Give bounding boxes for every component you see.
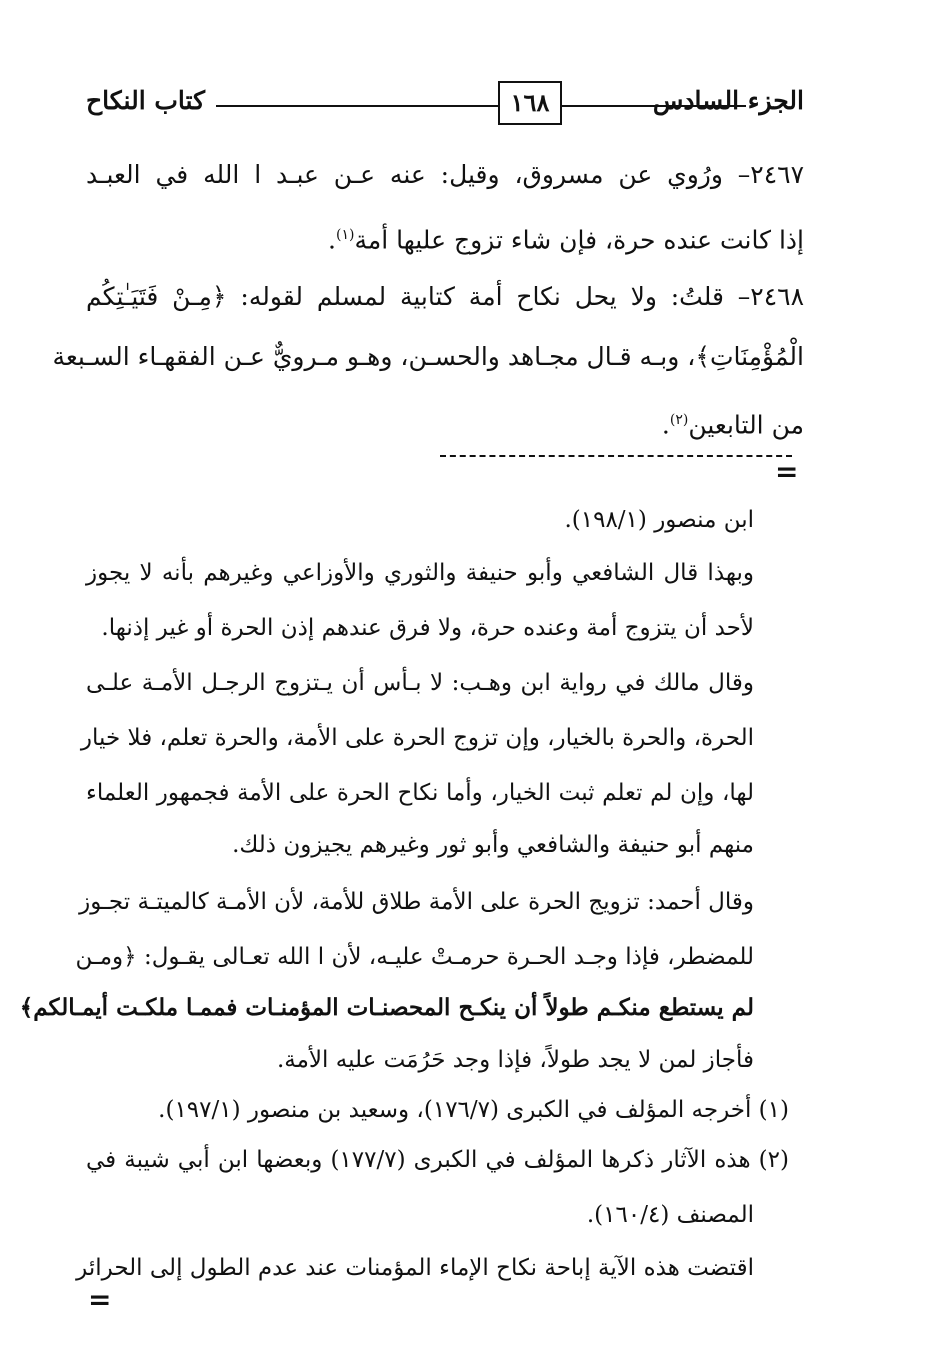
page-number: ١٦٨ bbox=[498, 81, 562, 125]
footnote-separator bbox=[440, 455, 792, 457]
page-header bbox=[86, 78, 804, 128]
note-line: فأجاز لمن لا يجد طولاً، فإذا وجد حَرُمَت عليه الأمة. bbox=[276, 1047, 754, 1073]
note-line: وبهذا قال الشافعي وأبو حنيفة والثوري والأوزاعي وغيرهم بأنه لا يجوز bbox=[86, 560, 754, 586]
note-line: لم يستطع منكـم طولاً أن ينكـح المحصنـات المؤمنـات فممـا ملكـت أيمـالكم﴾ bbox=[19, 994, 754, 1021]
book-title: كتاب النكاح bbox=[86, 86, 205, 115]
continuation-mark: = bbox=[88, 1283, 112, 1316]
footnote-1: (١) أخرجه المؤلف في الكبرى (١٧٦/٧)، وسعيد بن منصور (١٩٧/١). bbox=[158, 1097, 789, 1123]
continuation-mark: = bbox=[775, 455, 799, 488]
footnote-ref: (٢) bbox=[669, 412, 689, 428]
paragraph-line: ٢٤٦٨– قلتُ: ولا يحل نكاح أمة كتابية لمسلم لقوله: ﴿مِـنْ فَتَيَـٰتِكُم bbox=[86, 282, 804, 311]
note-line: الحرة، والحرة بالخيار، وإن تزوج الحرة على الأمة، والحرة تعلم، فلا خيار bbox=[80, 725, 754, 751]
footnote-2: (٢) هذه الآثار ذكرها المؤلف في الكبرى (١٧٧/٧) وبعضها ابن أبي شيبة في bbox=[86, 1147, 789, 1173]
note-line: وقال مالك في رواية ابن وهـب: لا بـأس أن يـتزوج الرجـل الأمـة علـى bbox=[86, 670, 754, 696]
paragraph-line: ٢٤٦٧– ورُوي عن مسروق، وقيل: عنه عـن عبـد ا الله في العبـد bbox=[86, 160, 804, 189]
paragraph-line: إذا كانت عنده حرة، فإن شاء تزوج عليها أمة$^{(١)}$. bbox=[328, 225, 804, 255]
note-line: منهم أبو حنيفة والشافعي وأبو ثور وغيرهم يجيزون ذلك. bbox=[232, 832, 754, 858]
footnote-2-cont: المصنف (١٦٠/٤). bbox=[586, 1202, 754, 1228]
footnote-ref: (١) bbox=[335, 227, 355, 243]
note-line: اقتضت هذه الآية إباحة نكاح الإماء المؤمنات عند عدم الطول إلى الحرائر bbox=[76, 1255, 754, 1281]
note-line: وقال أحمد: تزويج الحرة على الأمة طلاق للأمة، لأن الأمـة كالميتـة تجـوز bbox=[79, 889, 754, 915]
volume-label: الجزء السادس bbox=[652, 86, 804, 115]
note-line: لها، وإن لم تعلم ثبت الخيار، وأما نكاح الحرة على الأمة فجمهور العلماء bbox=[86, 780, 754, 806]
note-line: ابن منصور (١٩٨/١). bbox=[564, 507, 754, 533]
note-line: لأحد أن يتزوج أمة وعنده حرة، ولا فرق عندهم إذن الحرة أو غير إذنها. bbox=[101, 615, 754, 641]
paragraph-line: الْمُؤْمِنَاتِ﴾، وبـه قـال مجـاهد والحسـن، وهـو مـرويٌّ عـن الفقهـاء السـبعة bbox=[52, 342, 804, 371]
header-rule-left bbox=[216, 105, 498, 107]
note-line: للمضطر، فإذا وجـد الحـرة حرمـتْ عليـه، لأن ا الله تعـالى يقـول: ﴿ومـن bbox=[75, 944, 754, 970]
paragraph-line: من التابعين$^{(٢)}$. bbox=[661, 410, 804, 440]
